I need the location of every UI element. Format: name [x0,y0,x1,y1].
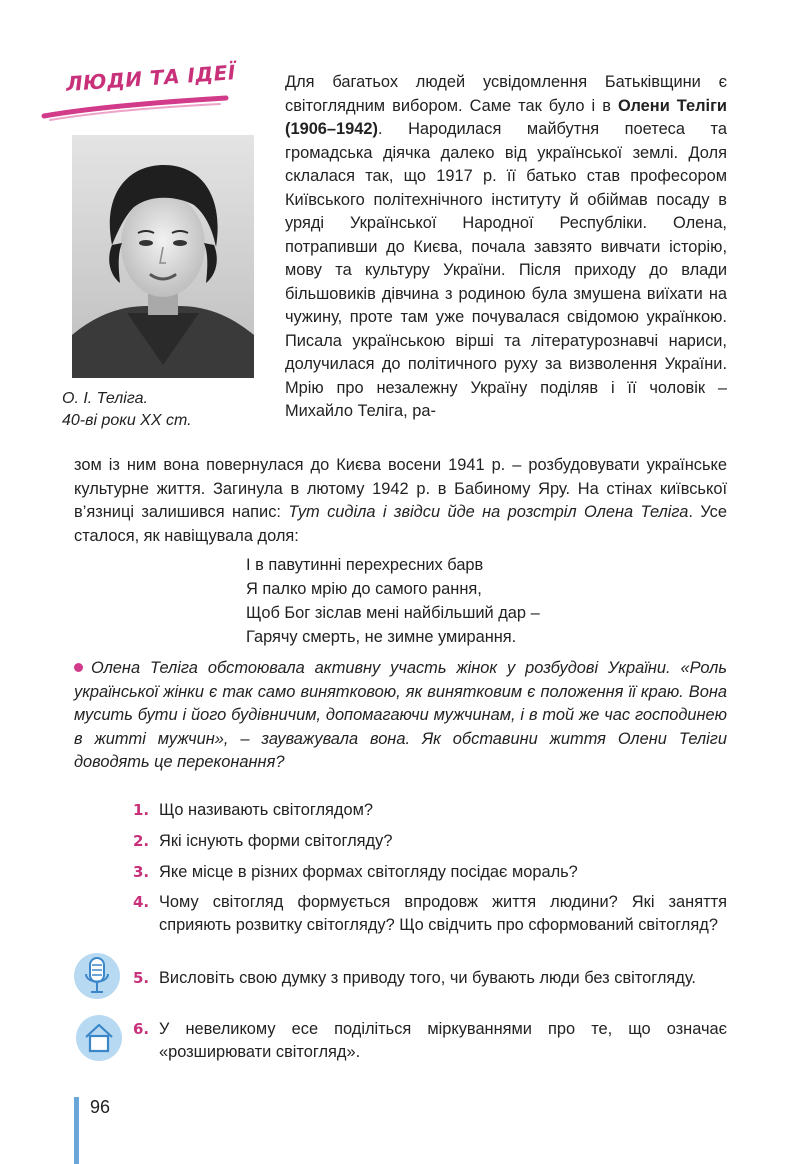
question-text: У невеликому есе поділіться міркуваннями про те, що означає «розширювати світогляд». [159,1020,727,1061]
bullet-dot-icon [74,663,83,672]
page-number-bar [74,1097,79,1164]
photo-caption [62,388,262,432]
question-item [133,891,727,937]
biography-paragraph-2 [74,454,727,548]
question-item [133,830,727,853]
bio-text-c: зом із ним вона повернулася до Києва восени 1941 р. – розбудовувати українське культурне життя. Загинула в лютому 1942 р. в Бабиному Яру. На стінах київської в’язниці залишився напис: [74,456,727,521]
question-number: 6. [133,1020,150,1038]
task-text: Олена Теліга обстоювала активну участь жінок у розбудові України. «Роль української жінки є так само винятковою, як винятковим є положення її краю. Вона мусить бути і його будівничим, допомагаючи мужчинам, і в той же час господинею в житті мужчин», – зауважувала вона. Як обставини життя Олени Теліги доводять це переконання? [74,659,727,771]
question-text: Чому світогляд формується впродовж життя людини? Які заняття сприяють розвитку світогляду? Що свідчить про сформований світогляд? [159,893,727,934]
question-number: 4. [133,893,150,911]
question-text: Яке місце в різних формах світогляду посідає мораль? [159,863,578,881]
question-item [133,799,727,822]
question-number: 1. [133,801,150,819]
microphone-icon [73,950,121,1002]
poem-quote [246,553,540,649]
question-text: Які існують форми світогляду? [159,832,393,850]
house-icon [75,1014,123,1062]
poem-line: І в павутинні перехресних барв [246,556,484,574]
question-text: Що називають світоглядом? [159,801,373,819]
bio-name-dates: Олени Теліги (1906–1942) [285,96,727,138]
portrait-photo [72,135,254,378]
bio-text-d: . Усе сталося, як навіщувала доля: [74,503,727,545]
question-item [133,861,727,884]
poem-line: Я палко мрію до самого рання, [246,580,482,598]
question-item [133,1018,727,1064]
prison-inscription: Тут сиділа і звідси йде на розстріл Олена Теліга [288,503,689,521]
bio-text-b: . Народилася майбутня поетеса та громадська діячка далеко від української землі. Доля склалася так, що 1917 р. її батько став професором Київського політехнічного інституту й обіймав посаду в уряді Української Народної Республіки. Олена, потрапивши до Києва, почала завзято вивчати історію, мову та культуру України. Після приходу до влади більшовиків дівчина з родиною була змушена виїхати на чужину, проте там уже почувалася свідомою українкою. Писала українською вірші та літературознавчі нариси, долучилася до політичного руху за визволення України. Мрію про незалежну Україну поділяв і її чоловік – Михайло Теліга, ра- [285,120,727,420]
question-text: Висловіть свою думку з приводу того, чи бувають люди без світогляду. [159,969,696,987]
bio-text-a: Для багатьох людей усвідомлення Батьківщини є світоглядним вибором. Саме так було і в [285,73,727,115]
caption-date: 40-ві роки XX ст. [62,412,192,429]
biography-paragraph-1 [285,71,727,424]
question-number: 3. [133,863,150,881]
section-title: ЛЮДИ ТА ІДЕЇ [65,60,237,96]
poem-line: Гарячу смерть, не зимне умирання. [246,628,517,646]
question-item [133,967,727,990]
title-underline-swoosh [40,92,230,122]
question-number: 2. [133,832,150,850]
caption-name: О. І. Теліга. [62,390,148,407]
poem-line: Щоб Бог зіслав мені найбільший дар – [246,604,540,622]
question-number: 5. [133,969,150,987]
page-number: 96 [90,1097,111,1117]
discussion-task [74,657,727,775]
